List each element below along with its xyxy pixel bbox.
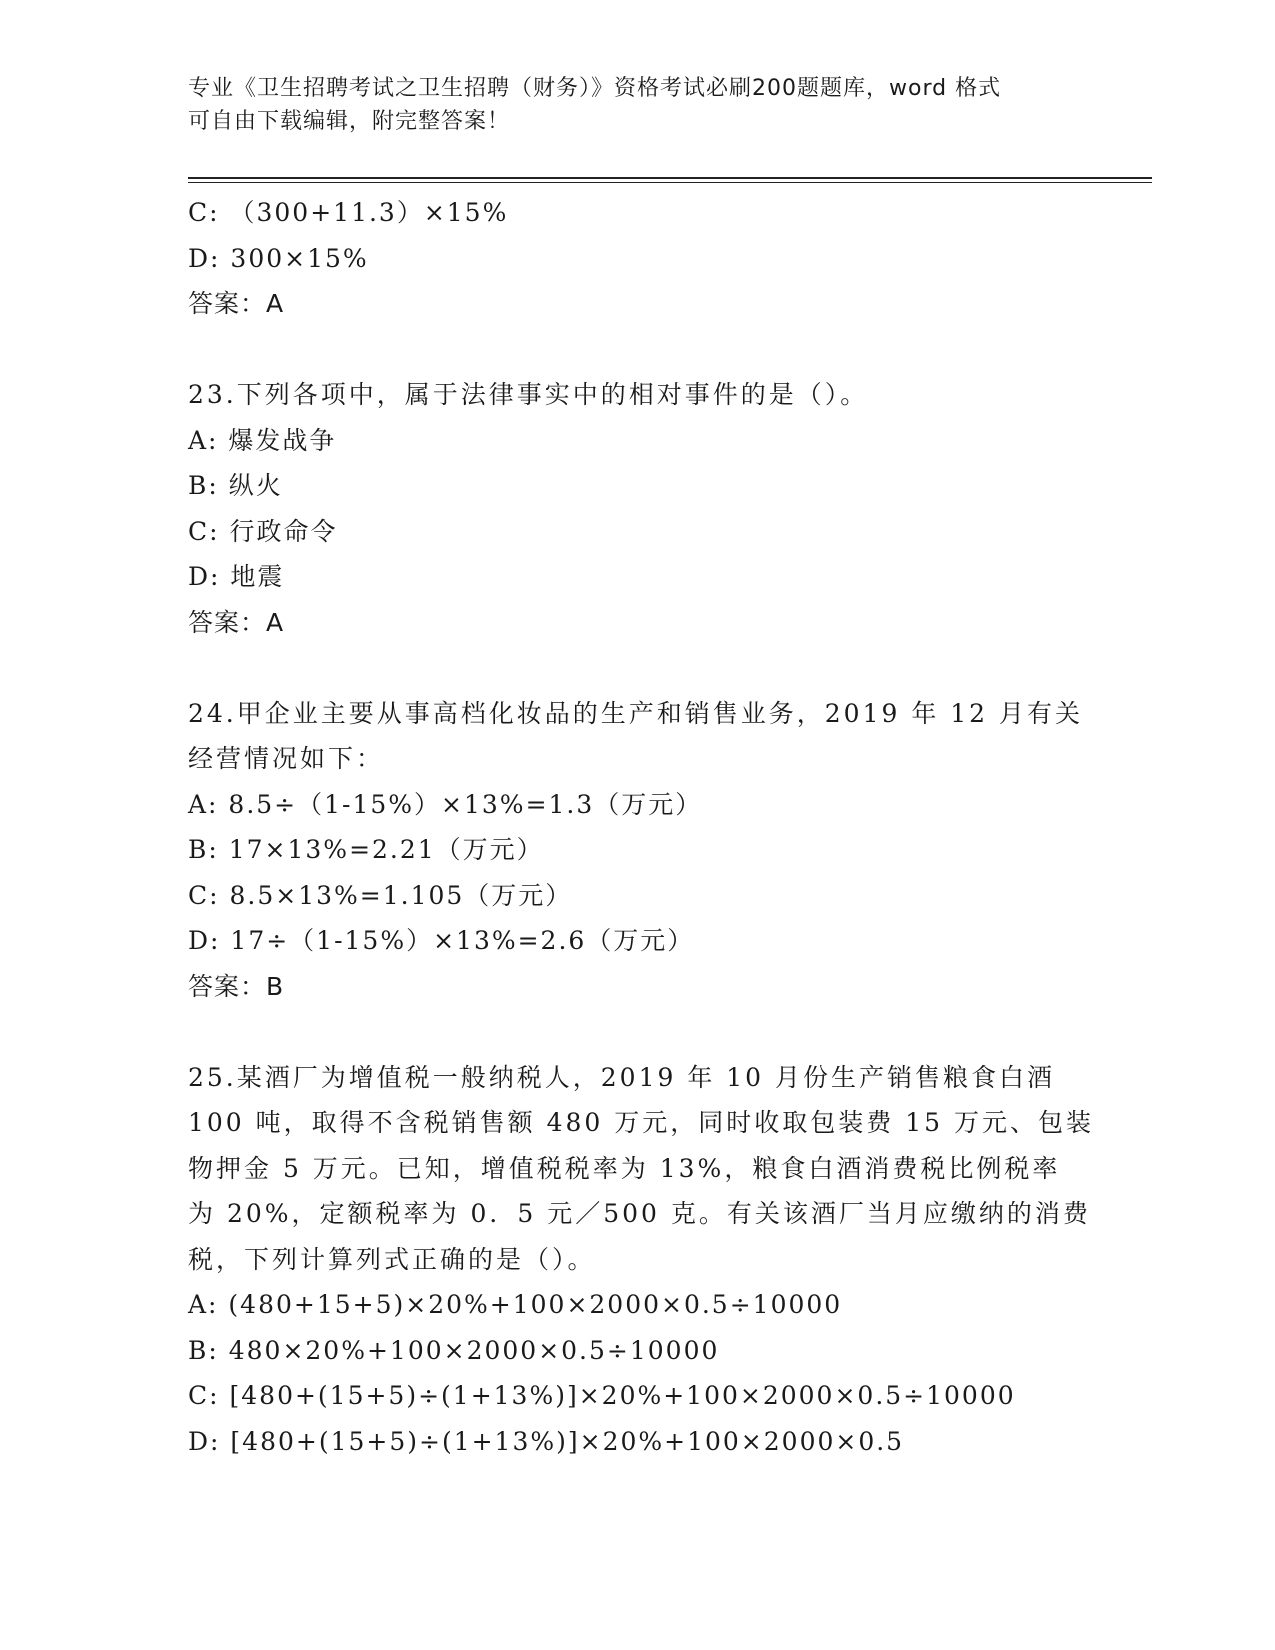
answer-label: 答案：B <box>188 971 285 1001</box>
question-24 <box>188 691 1088 1010</box>
question-stem: 23.下列各项中，属于法律事实中的相对事件的是（）。 <box>188 380 869 409</box>
question-stem-line-3: 物押金 5 万元。已知，增值税税率为 13%，粮食白酒消费税比例税率 <box>188 1153 1061 1183</box>
question-stem-line-2: 100 吨，取得不含税销售额 480 万元，同时收取包装费 15 万元、包装 <box>188 1108 1094 1137</box>
option-d: D: 17÷（1-15%）×13%=2.6（万元） <box>188 926 695 955</box>
question-stem-line-2: 经营情况如下： <box>188 744 385 773</box>
answer-label: 答案：A <box>188 289 285 318</box>
option-a: A: (480+15+5)×20%+100×2000×0.5÷10000 <box>188 1290 843 1319</box>
question-stem-line-5: 税，下列计算列式正确的是（）。 <box>188 1244 596 1274</box>
question-25 <box>188 1055 1094 1465</box>
option-b: B: 480×20%+100×2000×0.5÷10000 <box>188 1335 720 1365</box>
header-title-line-1: 专业《卫生招聘考试之卫生招聘（财务）》资格考试必刷200题题库，word 格式 <box>188 76 1002 101</box>
question-stem-line-4: 为 20%，定额税率为 0．5 元／500 克。有关该酒厂当月应缴纳的消费 <box>188 1199 1091 1228</box>
document-header <box>188 72 1088 138</box>
option-c: C: （300+11.3）×15% <box>188 198 509 227</box>
header-title-line-2: 可自由下载编辑，附完整答案！ <box>188 109 511 134</box>
option-d: D: 300×15% <box>188 243 369 273</box>
option-c: C: 8.5×13%=1.105（万元） <box>188 880 573 910</box>
option-d: D: 地震 <box>188 562 285 591</box>
question-stem-line-1: 25.某酒厂为增值税一般纳税人，2019 年 10 月份生产销售粮食白酒 <box>188 1062 1056 1092</box>
spacer <box>188 1009 1088 1055</box>
option-a: A: 8.5÷（1-15%）×13%=1.3（万元） <box>188 789 703 819</box>
option-a: A: 爆发战争 <box>188 425 337 455</box>
header-divider-thin <box>188 182 1152 183</box>
question-22-tail <box>188 190 1088 327</box>
option-c: C: [480+(15+5)÷(1+13%)]×20%+100×2000×0.5÷10000 <box>188 1381 1016 1410</box>
answer-label: 答案：A <box>188 607 285 637</box>
spacer <box>188 645 1088 691</box>
option-c: C: 行政命令 <box>188 516 338 546</box>
header-divider-thick <box>188 177 1152 179</box>
option-d: D: [480+(15+5)÷(1+13%)]×20%+100×2000×0.5 <box>188 1426 905 1456</box>
spacer <box>188 327 1088 373</box>
option-b: B: 17×13%=2.21（万元） <box>188 835 544 864</box>
question-23 <box>188 372 1088 645</box>
option-b: B: 纵火 <box>188 471 283 500</box>
document-body <box>188 190 1094 1464</box>
question-stem-line-1: 24.甲企业主要从事高档化妆品的生产和销售业务，2019 年 12 月有关 <box>188 698 1084 728</box>
